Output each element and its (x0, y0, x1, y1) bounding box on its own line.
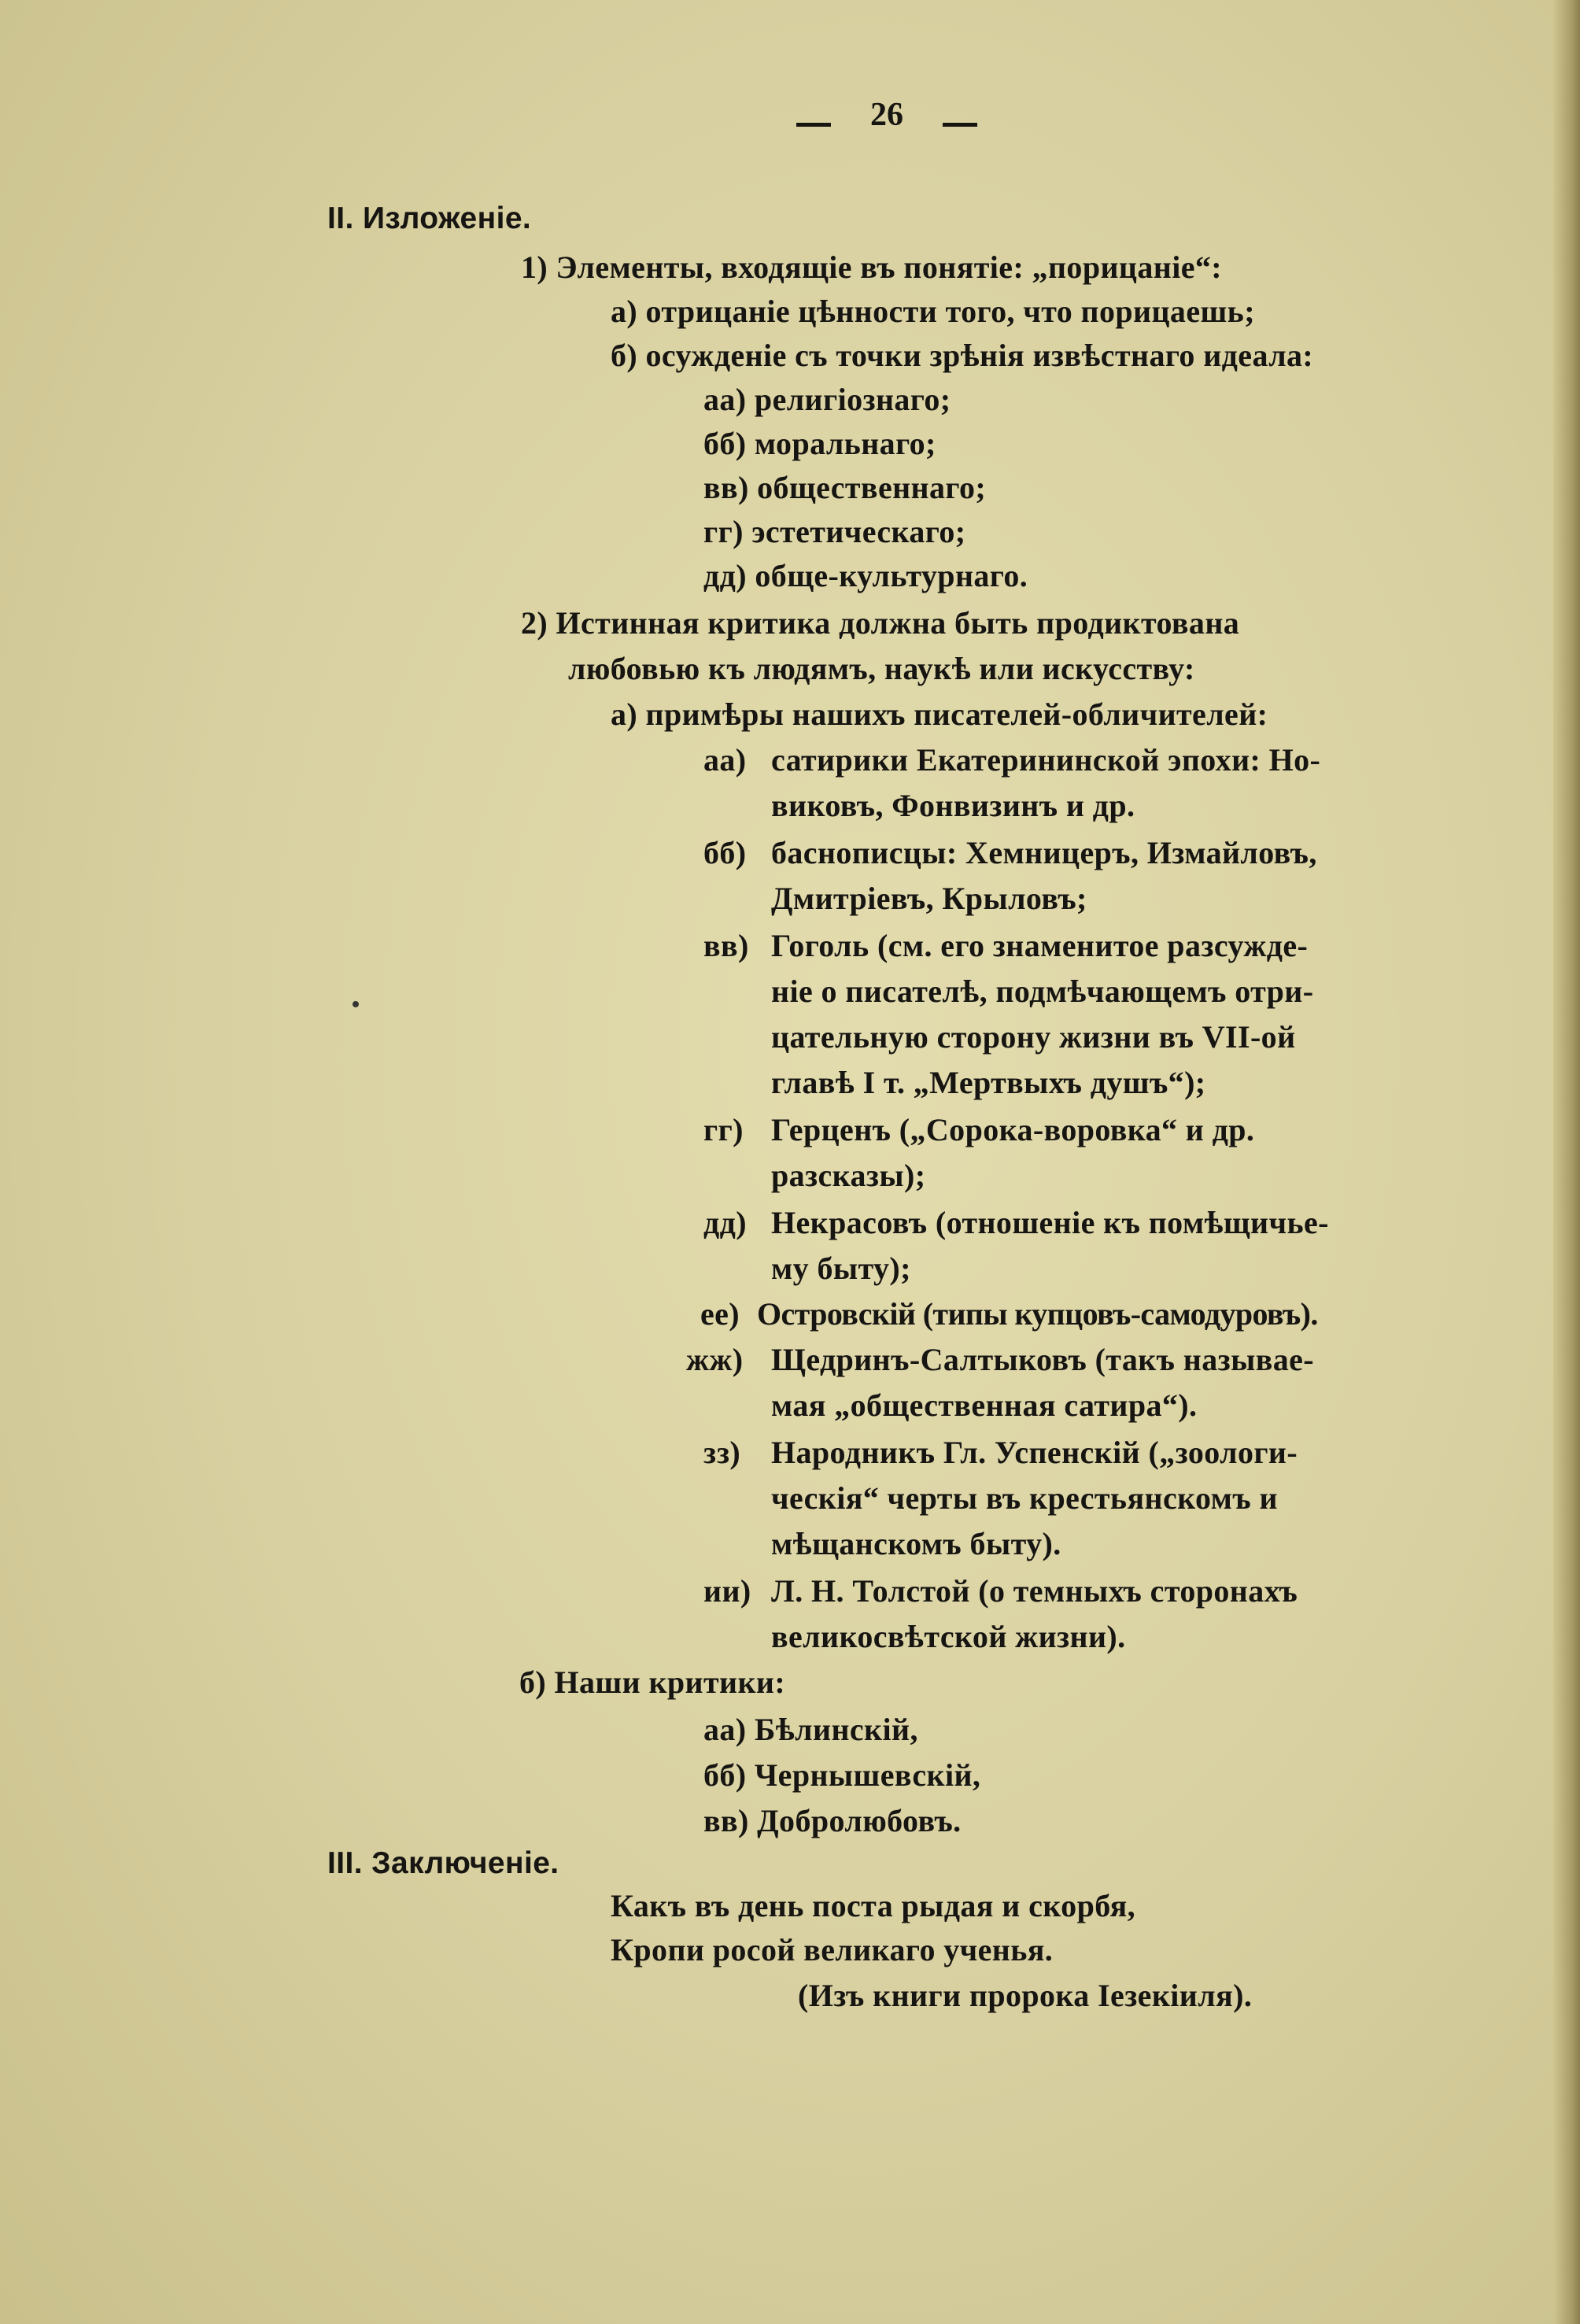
item-2a-dd-line1: Некрасовъ (отношеніе къ помѣщичье- (771, 1205, 1329, 1240)
item-2a-zhzh-label: жж) (686, 1342, 744, 1377)
section-3-heading: III. Заключеніе. (327, 1846, 559, 1880)
item-2a-bb-label: бб) (703, 835, 747, 870)
item-2a-gg-line2: разсказы); (771, 1158, 926, 1193)
item-2a-zhzh-line2: мая „общественная сатира“). (771, 1387, 1198, 1423)
item-1a: а) отрицаніе цѣнности того, что порицаешь; (611, 294, 1255, 329)
item-2a-vv-line2: ніе о писателѣ, подмѣчающемъ отри- (771, 974, 1314, 1009)
item-2a-vv-label: вв) (703, 928, 749, 963)
item-1b-gg: гг) эстетическаго; (703, 514, 966, 549)
item-2a-vv-line3: цательную сторону жизни въ VII-ой (771, 1019, 1296, 1055)
item-2a-ee-line1: Островскій (типы купцовъ-самодуровъ). (757, 1296, 1318, 1332)
item-2a-vv-line4: главѣ I т. „Мертвыхъ душъ“); (771, 1065, 1206, 1100)
item-2a-dd-line2: му быту); (771, 1251, 911, 1286)
item-2a-ii-line2: великосвѣтской жизни). (771, 1619, 1126, 1654)
item-2a-gg-line1: Герценъ („Сорока-воровка“ и др. (771, 1112, 1255, 1147)
item-2: 2) Истинная критика должна быть продиктована (521, 605, 1240, 641)
epigraph-line-1: Какъ въ день поста рыдая и скорбя, (611, 1888, 1136, 1923)
page-number-dash-left (796, 123, 831, 127)
item-2a-vv-line1: Гоголь (см. его знаменитое разсужде- (771, 928, 1309, 963)
epigraph-line-2: Кропи росой великаго ученья. (611, 1932, 1054, 1967)
item-2a-bb-line1: баснописцы: Хемницеръ, Измайловъ, (771, 835, 1317, 870)
item-2a-aa-label: аа) (703, 742, 747, 778)
item-2a-bb-line2: Дмитріевъ, Крыловъ; (771, 881, 1087, 916)
item-2a-dd-label: дд) (703, 1205, 747, 1240)
page-number: 26 (870, 97, 903, 133)
epigraph-source: (Изъ книги пророка Іезекіиля). (798, 1978, 1253, 2013)
item-1b-dd: дд) обще-культурнаго. (703, 558, 1028, 593)
item-1b-vv: вв) общественнаго; (703, 470, 987, 505)
item-2b-bb: бб) Чернышевскій, (703, 1757, 981, 1793)
item-2a-zhzh-line1: Щедринъ-Салтыковъ (такъ называе- (771, 1342, 1315, 1377)
item-2a-gg-label: гг) (703, 1112, 744, 1147)
item-2a-zz-label: зз) (703, 1435, 741, 1470)
section-2-heading: II. Изложеніе. (327, 201, 532, 235)
item-2a-zz-line3: мѣщанскомъ быту). (771, 1526, 1061, 1561)
page-number-dash-right (943, 123, 977, 127)
item-2-cont: любовью къ людямъ, наукѣ или искусству: (568, 651, 1195, 686)
item-2a-ee-label: ее) (700, 1296, 740, 1332)
item-2b-aa: аа) Бѣлинскій, (703, 1712, 918, 1747)
item-1: 1) Элементы, входящіе въ понятіе: „порицаніе“: (521, 249, 1222, 285)
ink-speck (353, 1001, 359, 1007)
item-2b: б) Наши критики: (519, 1664, 786, 1700)
item-2b-vv: вв) Добролюбовъ. (703, 1803, 962, 1838)
item-2a-ii-line1: Л. Н. Толстой (о темныхъ сторонахъ (771, 1573, 1298, 1609)
item-2a-ii-label: ии) (703, 1573, 751, 1609)
item-2a-aa-line1: сатирики Екатерининской эпохи: Но- (771, 742, 1321, 778)
page-edge (1553, 0, 1580, 2324)
item-1b: б) осужденіе съ точки зрѣнія извѣстнаго идеала: (611, 338, 1314, 373)
item-1b-bb: бб) моральнаго; (703, 426, 936, 461)
item-1b-aa: аа) религіознаго; (703, 382, 951, 417)
item-2a-zz-line1: Народникъ Гл. Успенскій („зоологи- (771, 1435, 1298, 1470)
item-2a: а) примѣры нашихъ писателей-обличителей: (611, 696, 1268, 732)
item-2a-zz-line2: ческія“ черты въ крестьянскомъ и (771, 1480, 1278, 1516)
item-2a-aa-line2: виковъ, Фонвизинъ и др. (771, 788, 1135, 823)
